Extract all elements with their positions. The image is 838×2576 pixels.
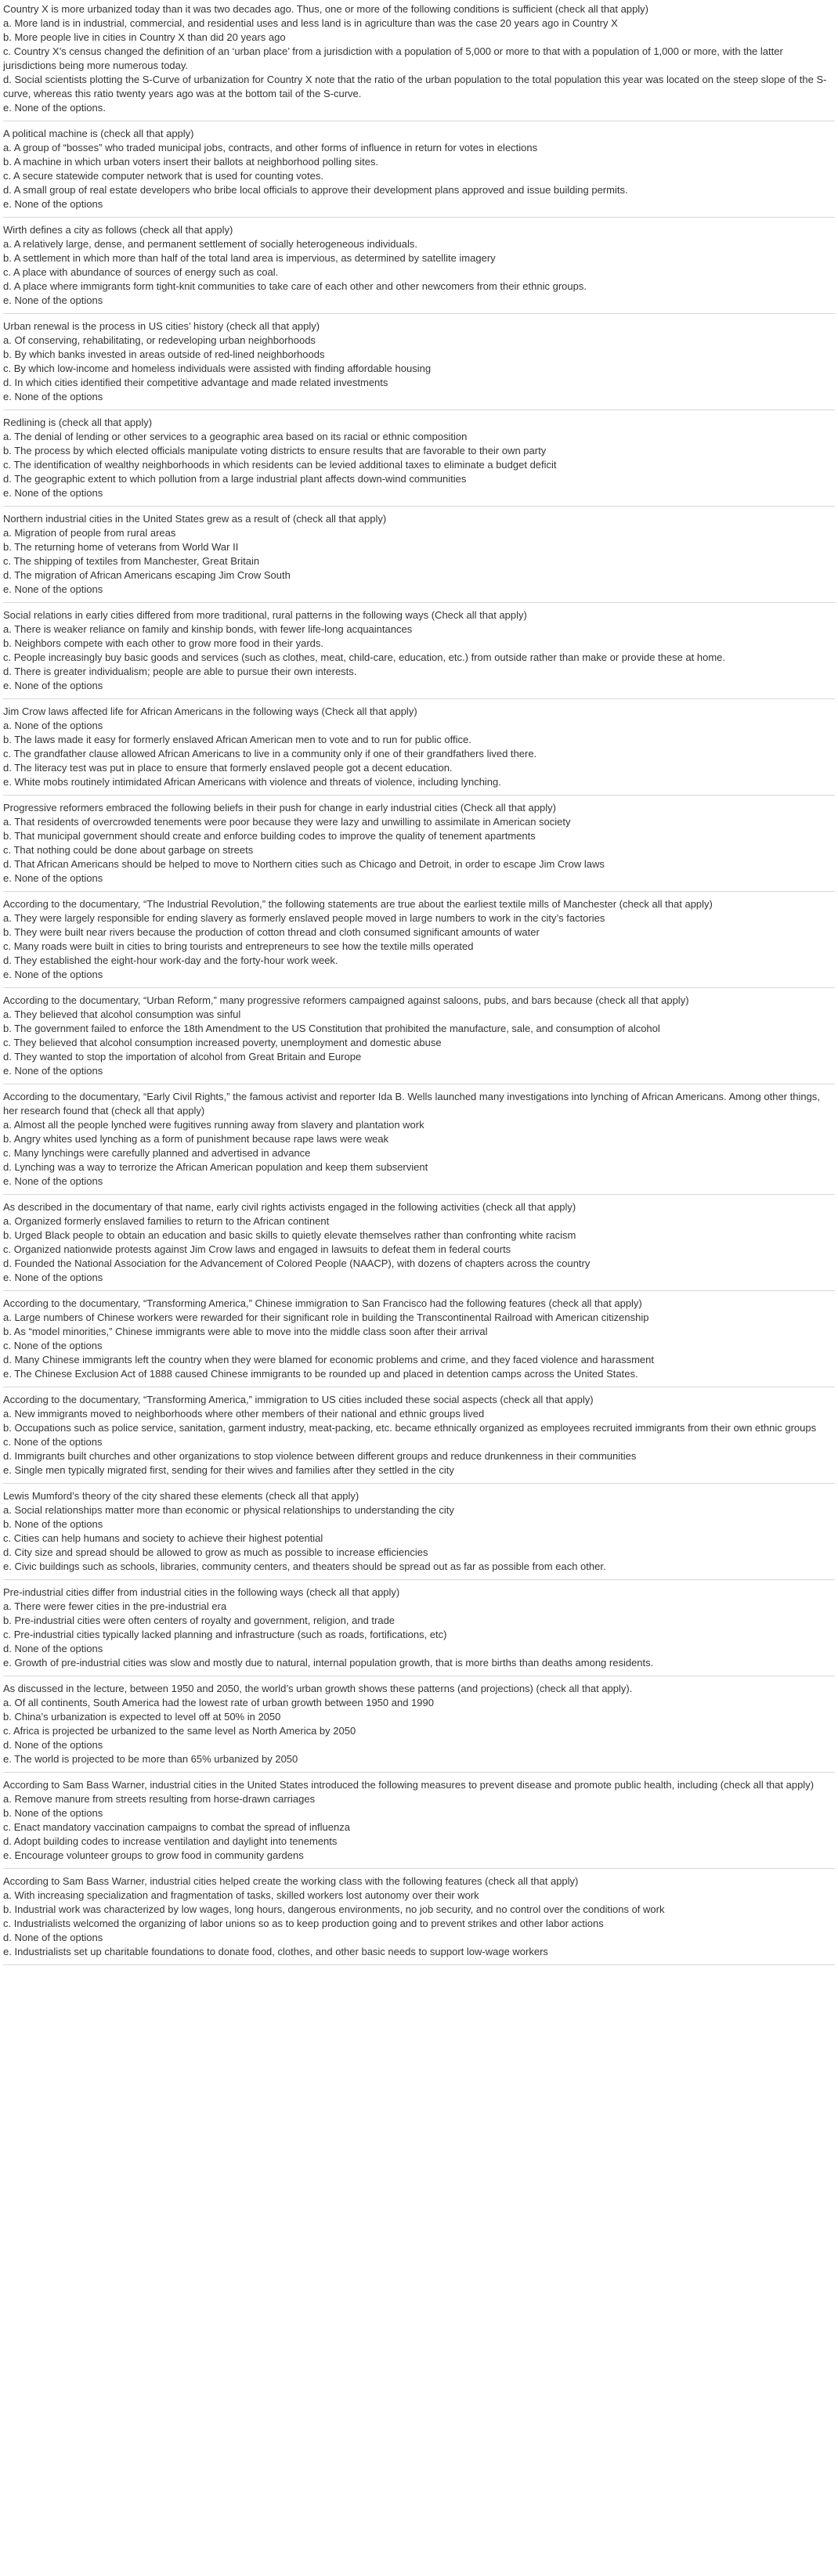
answer-option: a. Almost all the people lynched were fugitives running away from slavery and plantation work <box>3 1119 424 1131</box>
answer-option: e. None of the options <box>3 391 103 402</box>
answer-option: e. None of the options <box>3 583 103 595</box>
answer-option: c. Enact mandatory vaccination campaigns to combat the spread of influenza <box>3 1821 350 1833</box>
answer-option: d. They established the eight-hour work-day and the forty-hour work week. <box>3 954 338 966</box>
answer-option: b. By which banks invested in areas outside of red-lined neighborhoods <box>3 348 325 360</box>
answer-option: a. More land is in industrial, commercial, and residential uses and less land is in agriculture than was the case 20 years ago in Country X <box>3 17 618 29</box>
answer-option: e. The world is projected to be more than 65% urbanized by 2050 <box>3 1753 298 1765</box>
question-block <box>3 1776 835 1869</box>
answer-option: a. Of all continents, South America had the lowest rate of urban growth between 1950 and 1990 <box>3 1697 434 1708</box>
answer-option: c. Africa is projected be urbanized to the same level as North America by 2050 <box>3 1725 356 1737</box>
answer-option: d. The geographic extent to which pollution from a large industrial plant affects down-wind communities <box>3 473 467 485</box>
question-stem: As discussed in the lecture, between 1950 and 2050, the world’s urban growth shows these patterns (and projections) (check all that apply). <box>3 1683 633 1694</box>
answer-option: e. None of the options <box>3 487 103 499</box>
answer-option: a. With increasing specialization and fragmentation of tasks, skilled workers lost autonomy over their work <box>3 1889 479 1901</box>
answer-option: d. City size and spread should be allowed to grow as much as possible to increase efficiencies <box>3 1546 428 1558</box>
question-block <box>3 1198 835 1291</box>
question-block <box>3 1872 835 1965</box>
question-block <box>3 606 835 699</box>
answer-option: c. Many lynchings were carefully planned and advertised in advance <box>3 1147 311 1159</box>
question-stem: Pre-industrial cities differ from industrial cities in the following ways (check all that apply) <box>3 1586 400 1598</box>
answer-option: b. The returning home of veterans from World War II <box>3 541 239 553</box>
question-stem: A political machine is (check all that apply) <box>3 128 194 139</box>
answer-option: a. Social relationships matter more than economic or physical relationships to understanding the city <box>3 1504 454 1516</box>
answer-option: d. The literacy test was put in place to ensure that formerly enslaved people got a decent education. <box>3 762 453 774</box>
answer-option: a. They believed that alcohol consumption was sinful <box>3 1008 241 1020</box>
answer-option: b. A machine in which urban voters insert their ballots at neighborhood polling sites. <box>3 156 379 168</box>
answer-option: b. Industrial work was characterized by low wages, long hours, dangerous environments, no job security, and no control over the conditions of work <box>3 1903 665 1915</box>
answer-option: d. That African Americans should be helped to move to Northern cities such as Chicago and Detroit, in order to escape Jim Crow laws <box>3 858 605 870</box>
question-stem: As described in the documentary of that name, early civil rights activists engaged in the following activities (check all that apply) <box>3 1201 576 1213</box>
answer-option: d. Immigrants built churches and other organizations to stop violence between different groups and reduce drunkenness in their communities <box>3 1450 637 1462</box>
question-block <box>3 1487 835 1580</box>
answer-option: d. Many Chinese immigrants left the country when they were blamed for economic problems and crime, and they faced violence and harassment <box>3 1354 654 1366</box>
answer-option: c. None of the options <box>3 1436 103 1448</box>
answer-option: e. None of the options <box>3 1065 103 1077</box>
answer-option: c. A secure statewide computer network that is used for counting votes. <box>3 170 323 182</box>
answer-option: d. None of the options <box>3 1643 103 1654</box>
question-block <box>3 413 835 507</box>
answer-option: a. They were largely responsible for ending slavery as formerly enslaved people moved in large numbers to work in the city’s factories <box>3 912 605 924</box>
answer-option: c. They believed that alcohol consumption increased poverty, unemployment and domestic abuse <box>3 1037 442 1048</box>
question-stem: Redlining is (check all that apply) <box>3 417 153 428</box>
question-block <box>3 799 835 892</box>
question-stem: According to the documentary, “Early Civil Rights,” the famous activist and reporter Ida B. Wells launched many investigations into lynching of African Americans. Among other things, her research found that (check all that apply) <box>3 1091 820 1117</box>
question-block <box>3 1294 835 1387</box>
answer-option: a. That residents of overcrowded tenements were poor because they were lazy and unwilling to assimilate in American society <box>3 816 571 828</box>
answer-option: d. Founded the National Association for the Advancement of Colored People (NAACP), with dozens of chapters across the country <box>3 1257 591 1269</box>
answer-option: d. In which cities identified their competitive advantage and made related investments <box>3 377 388 388</box>
answer-option: c. Organized nationwide protests against Jim Crow laws and engaged in lawsuits to defeat them in federal courts <box>3 1243 511 1255</box>
answer-option: a. None of the options <box>3 720 103 731</box>
answer-option: a. There is weaker reliance on family and kinship bonds, with fewer life-long acquaintances <box>3 623 413 635</box>
question-block <box>3 1391 835 1484</box>
question-block <box>3 991 835 1084</box>
question-stem: Social relations in early cities differed from more traditional, rural patterns in the following ways (Check all that apply) <box>3 609 527 621</box>
question-stem: According to Sam Bass Warner, industrial cities in the United States introduced the following measures to prevent disease and promote public health, including (check all that apply) <box>3 1779 815 1791</box>
answer-option: c. That nothing could be done about garbage on streets <box>3 844 254 856</box>
question-stem: Northern industrial cities in the United States grew as a result of (check all that apply) <box>3 513 387 525</box>
answer-option: b. Pre-industrial cities were often centers of royalty and government, religion, and trade <box>3 1615 396 1626</box>
answer-option: c. The shipping of textiles from Manchester, Great Britain <box>3 555 260 567</box>
answer-option: e. Civic buildings such as schools, libraries, community centers, and theaters should be spread out as far as possible from each other. <box>3 1560 606 1572</box>
question-block <box>3 1679 835 1773</box>
answer-option: b. Angry whites used lynching as a form of punishment because rape laws were weak <box>3 1133 389 1145</box>
question-stem: Jim Crow laws affected life for African Americans in the following ways (Check all that apply) <box>3 705 417 717</box>
answer-option: b. More people live in cities in Country X than did 20 years ago <box>3 31 286 43</box>
answer-option: a. Of conserving, rehabilitating, or redeveloping urban neighborhoods <box>3 334 316 346</box>
answer-option: b. Urged Black people to obtain an education and basic skills to quietly elevate themselves rather than confronting white racism <box>3 1229 576 1241</box>
question-block <box>3 702 835 796</box>
answer-option: c. By which low-income and homeless individuals were assisted with finding affordable housing <box>3 363 432 374</box>
answer-option: a. The denial of lending or other services to a geographic area based on its racial or ethnic composition <box>3 431 468 442</box>
answer-option: b. The government failed to enforce the 18th Amendment to the US Constitution that prohibited the manufacture, sale, and consumption of alcohol <box>3 1023 660 1034</box>
answer-option: a. A group of “bosses” who traded municipal jobs, contracts, and other forms of influence in return for votes in elections <box>3 142 538 153</box>
answer-option: d. None of the options <box>3 1932 103 1943</box>
answer-option: b. They were built near rivers because the production of cotton thread and cloth consumed significant amounts of water <box>3 926 540 938</box>
question-stem: According to Sam Bass Warner, industrial cities helped create the working class with the following features (check all that apply) <box>3 1875 579 1887</box>
answer-option: e. White mobs routinely intimidated African Americans with violence and threats of violence, including lynching. <box>3 776 501 788</box>
answer-option: a. New immigrants moved to neighborhoods where other members of their national and ethnic groups lived <box>3 1408 485 1420</box>
answer-option: b. China’s urbanization is expected to level off at 50% in 2050 <box>3 1711 281 1723</box>
answer-option: e. The Chinese Exclusion Act of 1888 caused Chinese immigrants to be rounded up and placed in detention camps across the United States. <box>3 1368 638 1380</box>
answer-option: e. None of the options <box>3 680 103 691</box>
answer-option: a. A relatively large, dense, and permanent settlement of socially heterogeneous individuals. <box>3 238 417 250</box>
question-block <box>3 221 835 314</box>
answer-option: d. They wanted to stop the importation of alcohol from Great Britain and Europe <box>3 1051 362 1063</box>
question-stem: Wirth defines a city as follows (check all that apply) <box>3 224 233 236</box>
question-stem: According to the documentary, “Transforming America,” Chinese immigration to San Francisco had the following features (check all that apply) <box>3 1297 642 1309</box>
answer-option: b. As “model minorities,” Chinese immigrants were able to move into the middle class soon after their arrival <box>3 1326 488 1337</box>
answer-option: d. Social scientists plotting the S-Curve of urbanization for Country X note that the ratio of the urban population to the total population this year was located on the steep slope of the S-curve, whereas this ratio twenty years ago was at the bottom tail of the S-curve. <box>3 74 827 99</box>
question-stem: According to the documentary, “Transforming America,” immigration to US cities included these social aspects (check all that apply) <box>3 1394 594 1405</box>
answer-option: b. None of the options <box>3 1518 103 1530</box>
answer-option: c. Cities can help humans and society to achieve their highest potential <box>3 1532 323 1544</box>
answer-option: e. Single men typically migrated first, sending for their wives and families after they settled in the city <box>3 1464 454 1476</box>
question-stem: According to the documentary, “The Industrial Revolution,” the following statements are true about the earliest textile mills of Manchester (check all that apply) <box>3 898 713 910</box>
answer-option: e. None of the options <box>3 294 103 306</box>
answer-option: e. None of the options. <box>3 102 106 114</box>
question-block <box>3 317 835 410</box>
answer-option: a. Remove manure from streets resulting from horse-drawn carriages <box>3 1793 316 1805</box>
answer-option: e. None of the options <box>3 198 103 210</box>
answer-option: a. Large numbers of Chinese workers were rewarded for their significant role in building the Transcontinental Railroad with American citizenship <box>3 1311 649 1323</box>
answer-option: c. The grandfather clause allowed African Americans to live in a community only if one of their grandfathers lived there. <box>3 748 537 759</box>
answer-option: c. A place with abundance of sources of energy such as coal. <box>3 266 279 278</box>
answer-option: e. Growth of pre-industrial cities was slow and mostly due to natural, internal population growth, that is more births than deaths among residents. <box>3 1657 654 1669</box>
question-block <box>3 2 835 121</box>
answer-option: d. Lynching was a way to terrorize the African American population and keep them subservient <box>3 1161 428 1173</box>
answer-option: b. Neighbors compete with each other to grow more food in their yards. <box>3 637 323 649</box>
answer-option: d. There is greater individualism; people are able to pursue their own interests. <box>3 666 357 677</box>
answer-option: c. People increasingly buy basic goods and services (such as clothes, meat, child-care, education, etc.) from outside rather than make or provide these at home. <box>3 651 726 663</box>
question-block <box>3 1088 835 1195</box>
question-block <box>3 510 835 603</box>
question-block <box>3 124 835 218</box>
answer-option: e. None of the options <box>3 1272 103 1283</box>
question-stem: Lewis Mumford’s theory of the city shared these elements (check all that apply) <box>3 1490 359 1502</box>
answer-option: b. None of the options <box>3 1807 103 1819</box>
answer-option: c. Many roads were built in cities to bring tourists and entrepreneurs to see how the textile mills operated <box>3 940 474 952</box>
answer-option: d. The migration of African Americans escaping Jim Crow South <box>3 569 291 581</box>
answer-option: a. There were fewer cities in the pre-industrial era <box>3 1600 227 1612</box>
answer-option: b. A settlement in which more than half of the total land area is impervious, as determined by satellite imagery <box>3 252 496 264</box>
answer-option: c. Country X’s census changed the definition of an ‘urban place’ from a jurisdiction with a population of 5,000 or more to that with a population of 1,000 or more, with the latter jurisdictions being more numerous today. <box>3 45 783 71</box>
answer-option: c. The identification of wealthy neighborhoods in which residents can be levied additional taxes to eliminate a budget deficit <box>3 459 557 471</box>
answer-option: b. The laws made it easy for formerly enslaved African American men to vote and to run for public office. <box>3 734 471 745</box>
answer-option: a. Organized formerly enslaved families to return to the African continent <box>3 1215 330 1227</box>
answer-option: d. None of the options <box>3 1739 103 1751</box>
question-block <box>3 1583 835 1676</box>
answer-option: b. Occupations such as police service, sanitation, garment industry, meat-packing, etc. became ethnically organized as employees recruited immigrants from their own ethnic groups <box>3 1422 817 1434</box>
answer-option: e. None of the options <box>3 872 103 884</box>
question-stem: Progressive reformers embraced the following beliefs in their push for change in early industrial cities (Check all that apply) <box>3 802 556 814</box>
question-block <box>3 895 835 988</box>
answer-option: d. A place where immigrants form tight-knit communities to take care of each other and other newcomers from their ethnic groups. <box>3 280 587 292</box>
answer-option: c. Pre-industrial cities typically lacked planning and infrastructure (such as roads, fortifications, etc) <box>3 1629 447 1640</box>
answer-option: e. None of the options <box>3 1175 103 1187</box>
answer-option: b. The process by which elected officials manipulate voting districts to ensure results that are favorable to their own party <box>3 445 547 456</box>
question-stem: According to the documentary, “Urban Reform,” many progressive reformers campaigned against saloons, pubs, and bars because (check all that apply) <box>3 994 689 1006</box>
question-stem: Urban renewal is the process in US cities’ history (check all that apply) <box>3 320 320 332</box>
question-stem: Country X is more urbanized today than it was two decades ago. Thus, one or more of the following conditions is sufficient (check all that apply) <box>3 3 649 15</box>
answer-option: d. Adopt building codes to increase ventilation and daylight into tenements <box>3 1835 338 1847</box>
answer-option: b. That municipal government should create and enforce building codes to improve the quality of tenement apartments <box>3 830 536 842</box>
answer-option: c. Industrialists welcomed the organizing of labor unions so as to keep production going and to prevent strikes and other labor actions <box>3 1918 604 1929</box>
answer-option: d. A small group of real estate developers who bribe local officials to approve their development plans approved and issue building permits. <box>3 184 628 196</box>
answer-option: e. Industrialists set up charitable foundations to donate food, clothes, and other basic needs to support low-wage workers <box>3 1946 548 1957</box>
answer-option: c. None of the options <box>3 1340 103 1351</box>
answer-option: e. None of the options <box>3 969 103 980</box>
answer-option: a. Migration of people from rural areas <box>3 527 176 539</box>
answer-option: e. Encourage volunteer groups to grow food in community gardens <box>3 1849 304 1861</box>
